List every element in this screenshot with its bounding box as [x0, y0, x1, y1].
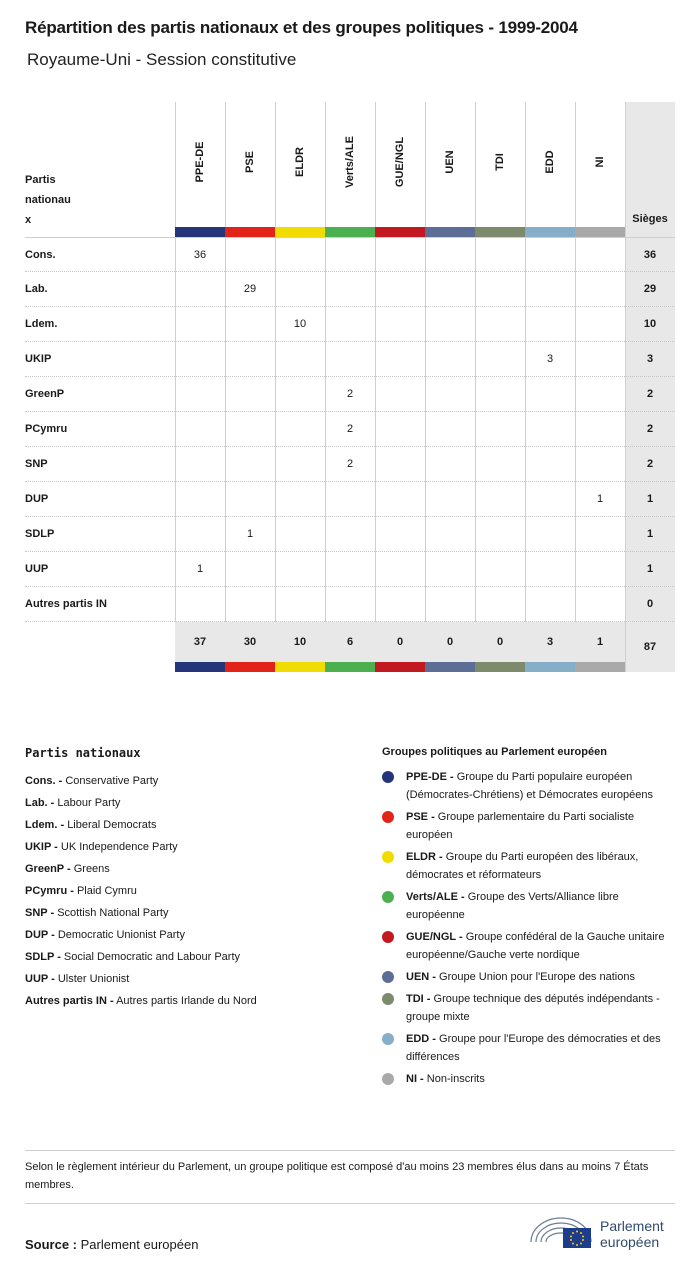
- group-color-bar-top: [425, 227, 475, 237]
- group-abbreviation: GUE/NGL -: [406, 931, 463, 943]
- group-color-bar-top: [225, 227, 275, 237]
- group-code-label: PPE-DE: [194, 141, 206, 183]
- political-groups-legend: [382, 746, 677, 1092]
- party-legend-item: [25, 770, 355, 792]
- party-abbreviation: DUP -: [25, 929, 55, 941]
- group-full-name: Groupe technique des députés indépendants - groupe mixte: [406, 993, 660, 1023]
- national-parties-heading: Partis nationaux: [25, 746, 141, 760]
- group-abbreviation: PPE-DE -: [406, 771, 454, 783]
- table-row: [25, 342, 675, 377]
- party-full-name: Labour Party: [57, 797, 121, 809]
- group-abbreviation: ELDR -: [406, 851, 443, 863]
- group-column-header: [475, 102, 525, 227]
- row-seat-total: 1: [646, 563, 654, 575]
- footnote: Selon le règlement intérieur du Parlement, un groupe politique est composé d'au moins 23 membres élus dans au moins 7 États membres.: [25, 1161, 649, 1191]
- group-code-label: ELDR: [294, 147, 306, 177]
- group-total: 37: [193, 636, 207, 648]
- group-code-label: PSE: [244, 150, 256, 174]
- group-code-label: NI: [594, 156, 606, 168]
- source-line: [25, 1237, 198, 1252]
- group-legend-item: [382, 808, 677, 844]
- group-code-label: TDI: [494, 153, 506, 171]
- group-code-label: GUE/NGL: [394, 136, 406, 188]
- party-abbreviation: SNP -: [25, 907, 55, 919]
- table-row: [25, 377, 675, 412]
- group-column-header: [575, 102, 625, 227]
- group-abbreviation: TDI -: [406, 993, 431, 1005]
- group-color-bar-top: [275, 227, 325, 237]
- note-divider-top: [25, 1150, 675, 1151]
- seat-cell: 2: [346, 423, 354, 435]
- group-legend-item: [382, 1070, 677, 1088]
- group-color-bar-bottom: [375, 662, 425, 672]
- group-column-header: [225, 102, 275, 227]
- party-name: GreenP: [25, 388, 65, 400]
- party-name: Autres partis IN: [25, 598, 107, 610]
- group-color-bar-top: [375, 227, 425, 237]
- row-seat-total: 36: [643, 249, 657, 261]
- group-color-bar-top: [525, 227, 575, 237]
- row-seat-total: 10: [643, 318, 657, 330]
- seat-cell: 29: [243, 283, 257, 295]
- group-full-name: Groupe Union pour l'Europe des nations: [439, 971, 635, 983]
- party-name: SDLP: [25, 528, 55, 540]
- party-name: UUP: [25, 563, 49, 575]
- note-divider-bottom: [25, 1203, 675, 1204]
- row-seat-total: 2: [646, 423, 654, 435]
- party-full-name: Social Democratic and Labour Party: [63, 951, 241, 963]
- group-total: 30: [243, 636, 257, 648]
- group-legend-item: [382, 928, 677, 964]
- group-color-dot-icon: [382, 771, 394, 783]
- seats-header: Sièges: [632, 213, 668, 225]
- party-full-name: Democratic Unionist Party: [57, 929, 185, 941]
- party-abbreviation: Ldem. -: [25, 819, 65, 831]
- seat-cell: 1: [596, 493, 604, 505]
- page-title: Répartition des partis nationaux et des groupes politiques - 1999-2004: [25, 18, 578, 37]
- row-header-label: Partis nationau x: [25, 174, 71, 226]
- party-legend-item: [25, 968, 355, 990]
- row-seat-total: 3: [646, 353, 654, 365]
- seat-cell: 2: [346, 458, 354, 470]
- party-full-name: Conservative Party: [65, 775, 159, 787]
- party-full-name: Autres partis Irlande du Nord: [116, 995, 257, 1007]
- table-row: [25, 517, 675, 552]
- party-legend-item: [25, 924, 355, 946]
- seat-cell: 10: [293, 318, 307, 330]
- group-column-header: [425, 102, 475, 227]
- row-seat-total: 1: [646, 493, 654, 505]
- row-seat-total: 2: [646, 388, 654, 400]
- group-legend-item: [382, 848, 677, 884]
- row-seat-total: 0: [646, 598, 654, 610]
- seat-cell: 3: [546, 353, 554, 365]
- party-legend-item: [25, 946, 355, 968]
- group-code-label: UEN: [444, 150, 456, 174]
- group-legend-item: [382, 888, 677, 924]
- party-abbreviation: PCymru -: [25, 885, 74, 897]
- group-total: 0: [396, 636, 404, 648]
- seat-cell: 1: [246, 528, 254, 540]
- table-row: [25, 482, 675, 517]
- party-legend-item: [25, 858, 355, 880]
- group-full-name: Groupe des Verts/Alliance libre européenne: [406, 891, 619, 921]
- group-full-name: Groupe du Parti européen des libéraux, démocrates et réformateurs: [406, 851, 639, 881]
- group-color-dot-icon: [382, 891, 394, 903]
- group-total: 10: [293, 636, 307, 648]
- group-column-header: [175, 102, 225, 227]
- group-full-name: Non-inscrits: [426, 1073, 485, 1085]
- group-color-bar-bottom: [275, 662, 325, 672]
- group-color-bar-top: [175, 227, 225, 237]
- group-color-dot-icon: [382, 811, 394, 823]
- party-legend-item: [25, 902, 355, 924]
- group-full-name: Groupe du Parti populaire européen (Démocrates-Chrétiens) et Démocrates européens: [406, 771, 653, 801]
- group-color-bar-top: [575, 227, 625, 237]
- party-legend-item: [25, 836, 355, 858]
- source-value: Parlement européen: [80, 1237, 199, 1252]
- group-abbreviation: PSE -: [406, 811, 435, 823]
- group-legend-item: [382, 968, 677, 986]
- party-name: Ldem.: [25, 318, 58, 330]
- group-legend-item: [382, 1030, 677, 1066]
- party-abbreviation: GreenP -: [25, 863, 71, 875]
- table-row: [25, 272, 675, 307]
- group-color-bar-bottom: [225, 662, 275, 672]
- party-legend-item: [25, 990, 355, 1012]
- political-groups-heading: Groupes politiques au Parlement européen: [382, 746, 607, 758]
- group-color-bar-bottom: [425, 662, 475, 672]
- table-row: [25, 237, 675, 272]
- party-full-name: UK Independence Party: [60, 841, 178, 853]
- group-color-dot-icon: [382, 931, 394, 943]
- group-column-header: [375, 102, 425, 227]
- group-total: 0: [446, 636, 454, 648]
- party-name: DUP: [25, 493, 49, 505]
- group-full-name: Groupe parlementaire du Parti socialiste européen: [406, 811, 635, 841]
- group-code-label: Verts/ALE: [344, 136, 356, 188]
- row-seat-total: 2: [646, 458, 654, 470]
- party-name: UKIP: [25, 353, 52, 365]
- seat-cell: 36: [193, 249, 207, 261]
- table-row: [25, 412, 675, 447]
- grand-total: 87: [643, 641, 657, 653]
- group-column-header: [525, 102, 575, 227]
- national-parties-legend: [25, 746, 355, 1012]
- party-full-name: Ulster Unionist: [57, 973, 130, 985]
- group-abbreviation: UEN -: [406, 971, 436, 983]
- party-abbreviation: Lab. -: [25, 797, 55, 809]
- group-color-bar-bottom: [175, 662, 225, 672]
- seat-cell: 1: [196, 563, 204, 575]
- table-row: [25, 447, 675, 482]
- group-column-header: [275, 102, 325, 227]
- party-full-name: Scottish National Party: [57, 907, 169, 919]
- group-color-bar-top: [475, 227, 525, 237]
- group-total: 1: [596, 636, 604, 648]
- party-full-name: Liberal Democrats: [67, 819, 157, 831]
- party-abbreviation: UUP -: [25, 973, 55, 985]
- group-color-bar-top: [325, 227, 375, 237]
- group-full-name: Groupe pour l'Europe des démocraties et des différences: [406, 1033, 661, 1063]
- party-full-name: Greens: [73, 863, 110, 875]
- party-full-name: Plaid Cymru: [76, 885, 137, 897]
- party-legend-item: [25, 792, 355, 814]
- party-legend-item: [25, 814, 355, 836]
- group-abbreviation: NI -: [406, 1073, 424, 1085]
- group-legend-item: [382, 990, 677, 1026]
- group-color-dot-icon: [382, 851, 394, 863]
- group-code-label: EDD: [544, 150, 556, 174]
- table-row: [25, 307, 675, 342]
- group-color-dot-icon: [382, 1033, 394, 1045]
- group-total: 3: [546, 636, 554, 648]
- party-name: SNP: [25, 458, 48, 470]
- group-color-dot-icon: [382, 993, 394, 1005]
- group-full-name: Groupe confédéral de la Gauche unitaire européenne/Gauche verte nordique: [406, 931, 665, 961]
- group-color-dot-icon: [382, 1073, 394, 1085]
- seat-cell: 2: [346, 388, 354, 400]
- group-color-dot-icon: [382, 971, 394, 983]
- group-total: 6: [346, 636, 354, 648]
- party-name: Lab.: [25, 283, 48, 295]
- party-legend-item: [25, 880, 355, 902]
- party-name: Cons.: [25, 249, 56, 261]
- group-color-bar-bottom: [475, 662, 525, 672]
- party-abbreviation: Autres partis IN -: [25, 995, 114, 1007]
- page-subtitle: Royaume-Uni - Session constitutive: [27, 50, 297, 69]
- source-label: Source :: [25, 1237, 78, 1252]
- group-total: 0: [496, 636, 504, 648]
- party-abbreviation: SDLP -: [25, 951, 61, 963]
- party-abbreviation: UKIP -: [25, 841, 58, 853]
- parliament-logo-text: Parlement européen: [600, 1218, 664, 1250]
- group-abbreviation: EDD -: [406, 1033, 436, 1045]
- party-abbreviation: Cons. -: [25, 775, 63, 787]
- row-seat-total: 29: [643, 283, 657, 295]
- group-abbreviation: Verts/ALE -: [406, 891, 465, 903]
- party-name: PCymru: [25, 423, 68, 435]
- table-row: [25, 552, 675, 587]
- group-color-bar-bottom: [525, 662, 575, 672]
- group-totals-row: [175, 622, 625, 662]
- table-row: [25, 587, 675, 622]
- group-legend-item: [382, 768, 677, 804]
- row-seat-total: 1: [646, 528, 654, 540]
- group-color-bar-bottom: [325, 662, 375, 672]
- group-column-header: [325, 102, 375, 227]
- group-color-bar-bottom: [575, 662, 625, 672]
